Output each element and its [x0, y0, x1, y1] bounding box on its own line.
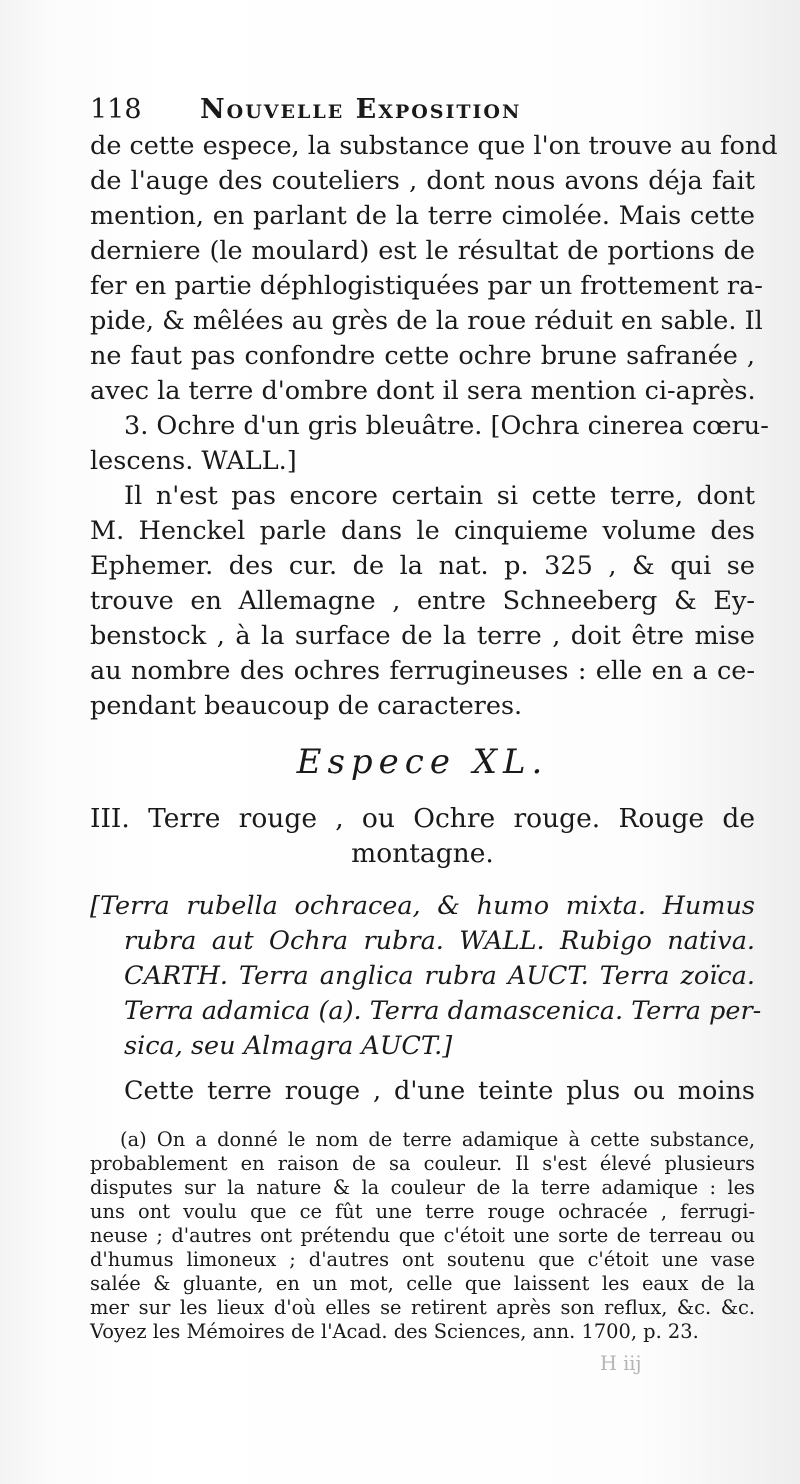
footnote-line: Voyez les Mémoires de l'Acad. des Sciences, ann. 1700, p. 23. — [90, 1320, 699, 1343]
body-line: Il n'est pas encore certain si cette terre, dont — [124, 481, 755, 511]
footnote-line: (a) On a donné le nom de terre adamique à cette substance, — [120, 1128, 755, 1151]
footnote-line: salée & gluante, en un mot, celle que laissent les eaux de la — [90, 1272, 755, 1295]
body-line: fer en partie déphlogistiquées par un frottement ra- — [90, 271, 763, 301]
body-line: avec la terre d'ombre dont il sera mention ci-après. — [90, 376, 756, 406]
body-line: Cette terre rouge , d'une teinte plus ou moins — [124, 1076, 755, 1106]
species-heading: Espece XL. — [296, 742, 549, 782]
section-heading-line: III. Terre rouge , ou Ochre rouge. Rouge de — [90, 803, 755, 834]
footnote-line: d'humus limoneux ; d'autres ont soutenu que c'étoit une vase — [90, 1248, 755, 1271]
body-line: Ephemer. des cur. de la nat. p. 325 , & qui se — [90, 551, 755, 581]
page-number: 118 — [90, 94, 142, 125]
body-line: benstock , à la surface de la terre , doit être mise — [90, 621, 755, 651]
footnote-line: mer sur les lieux d'où elles se retirent après son reflux, &c. &c. — [90, 1296, 755, 1319]
body-line: ne faut pas confondre cette ochre brune safranée , — [90, 341, 755, 371]
footnote-line: probablement en raison de sa couleur. Il s'est élevé plusieurs — [90, 1152, 755, 1175]
latin-synonym-line: CARTH. Terra anglica rubra AUCT. Terra zoïca. — [124, 961, 755, 991]
running-header — [90, 88, 750, 132]
latin-synonym-line: Terra adamica (a). Terra damascenica. Terra per- — [124, 996, 762, 1026]
latin-synonym-line: sica, seu Almagra AUCT.] — [124, 1031, 453, 1061]
body-line: derniere (le moulard) est le résultat de portions de — [90, 236, 755, 266]
latin-synonym-line: rubra aut Ochra rubra. WALL. Rubigo nativa. — [124, 926, 755, 956]
body-line: pide, & mêlées au grès de la roue réduit en sable. Il — [90, 306, 763, 336]
body-line: mention, en parlant de la terre cimolée. Mais cette — [90, 201, 755, 231]
body-line: trouve en Allemagne , entre Schneeberg & Ey- — [90, 586, 755, 616]
running-title: Nouvelle Exposition — [200, 94, 522, 125]
footnote-line: neuse ; d'autres ont prétendu que c'étoit une sorte de terreau ou — [90, 1224, 755, 1247]
body-line: lescens. WALL.] — [90, 446, 297, 476]
section-heading-line: montagne. — [351, 838, 494, 869]
signature-mark: H iij — [600, 1352, 642, 1375]
body-line: 3. Ochre d'un gris bleuâtre. [Ochra cinerea cœru- — [124, 411, 769, 441]
footnote-line: uns ont voulu que ce fût une terre rouge ochracée , ferrugi- — [90, 1200, 755, 1223]
latin-synonym-line: [Terra rubella ochracea, & humo mixta. Humus — [90, 891, 755, 921]
body-line: M. Henckel parle dans le cinquieme volume des — [90, 516, 755, 546]
footnote-line: disputes sur la nature & la couleur de la terre adamique : les — [90, 1176, 755, 1199]
body-line: de l'auge des couteliers , dont nous avons déja fait — [90, 166, 755, 196]
body-line: au nombre des ochres ferrugineuses : elle en a ce- — [90, 656, 755, 686]
body-line: de cette espece, la substance que l'on trouve au fond — [90, 131, 778, 161]
body-line: pendant beaucoup de caracteres. — [90, 691, 523, 721]
